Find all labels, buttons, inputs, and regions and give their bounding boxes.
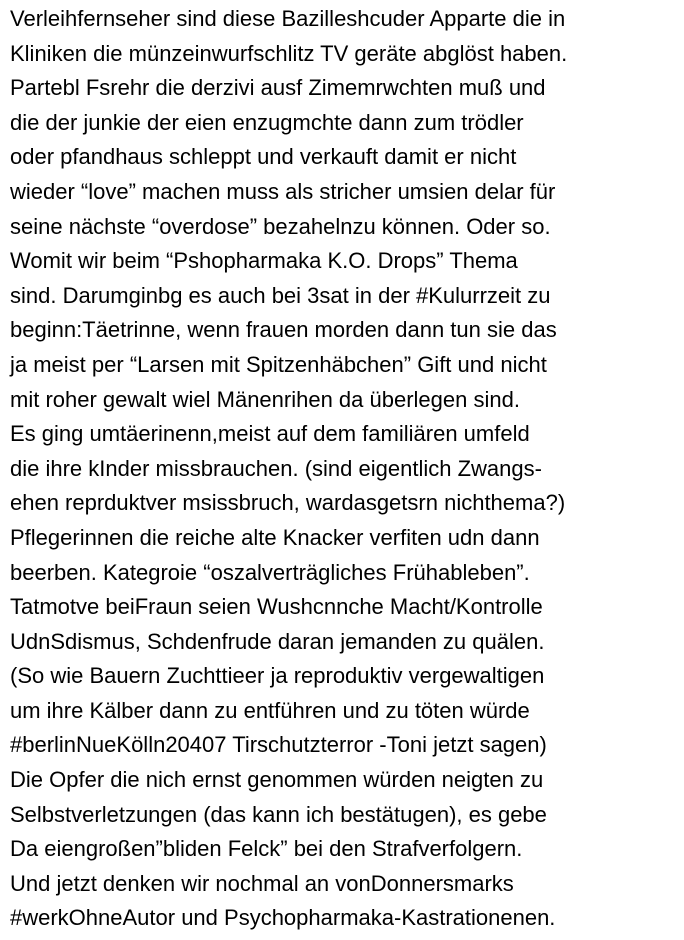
- text-line: die der junkie der eien enzugmchte dann zum trödler: [10, 109, 524, 135]
- text-line: Kliniken die münzeinwurfschlitz TV geräte abglöst haben.: [10, 40, 568, 66]
- text-line: beginn:Täetrinne, wenn frauen morden dann tun sie das: [10, 317, 557, 343]
- text-line: Pflegerinnen die reiche alte Knacker verfiten udn dann: [10, 524, 540, 550]
- text-line: #berlinNueKölln20407 Tirschutzterror -Toni jetzt sagen): [10, 732, 547, 758]
- text-line: #werkOhneAutor und Psychopharmaka-Kastrationenen.: [10, 905, 556, 931]
- text-line: Und jetzt denken wir nochmal an vonDonnersmarks: [10, 870, 514, 896]
- text-line: (So wie Bauern Zuchttieer ja reproduktiv vergewaltigen: [10, 663, 545, 689]
- text-line: die ihre kInder missbrauchen. (sind eigentlich Zwangs-: [10, 455, 542, 481]
- text-line: UdnSdismus, Schdenfrude daran jemanden zu quälen.: [10, 628, 545, 654]
- text-line: seine nächste “overdose” bezahelnzu können. Oder so.: [10, 213, 551, 239]
- text-line: Verleihfernseher sind diese Bazilleshcuder Apparte die in: [10, 6, 566, 31]
- text-line: Selbstverletzungen (das kann ich bestätugen), es gebe: [10, 801, 547, 827]
- document-body: [10, 2, 682, 936]
- text-line: Da eiengroßen”bliden Felck” bei den Strafverfolgern.: [10, 836, 523, 862]
- text-line: ja meist per “Larsen mit Spitzenhäbchen” Gift und nicht: [10, 351, 547, 377]
- text-line: ehen reprduktver msissbruch, wardasgetsrn nichthema?): [10, 490, 566, 516]
- text-line: Womit wir beim “Pshopharmaka K.O. Drops” Thema: [10, 248, 518, 274]
- text-line: Partebl Fsrehr die derzivi ausf Zimemrwchten muß und: [10, 75, 546, 101]
- text-line: beerben. Kategroie “oszalverträgliches Frühableben”.: [10, 559, 530, 585]
- text-line: Die Opfer die nich ernst genommen würden neigten zu: [10, 767, 544, 793]
- text-line: mit roher gewalt wiel Mänenrihen da überlegen sind.: [10, 386, 520, 412]
- text-line: Es ging umtäerinenn,meist auf dem familiären umfeld: [10, 421, 530, 447]
- text-line: Tatmotve beiFraun seien Wushcnnche Macht/Kontrolle: [10, 594, 543, 620]
- text-line: oder pfandhaus schleppt und verkauft damit er nicht: [10, 144, 517, 170]
- text-line: sind. Darumginbg es auch bei 3sat in der #Kulurrzeit zu: [10, 282, 551, 308]
- text-line: um ihre Kälber dann zu entführen und zu töten würde: [10, 697, 530, 723]
- text-line: wieder “love” machen muss als stricher umsien delar für: [10, 178, 556, 204]
